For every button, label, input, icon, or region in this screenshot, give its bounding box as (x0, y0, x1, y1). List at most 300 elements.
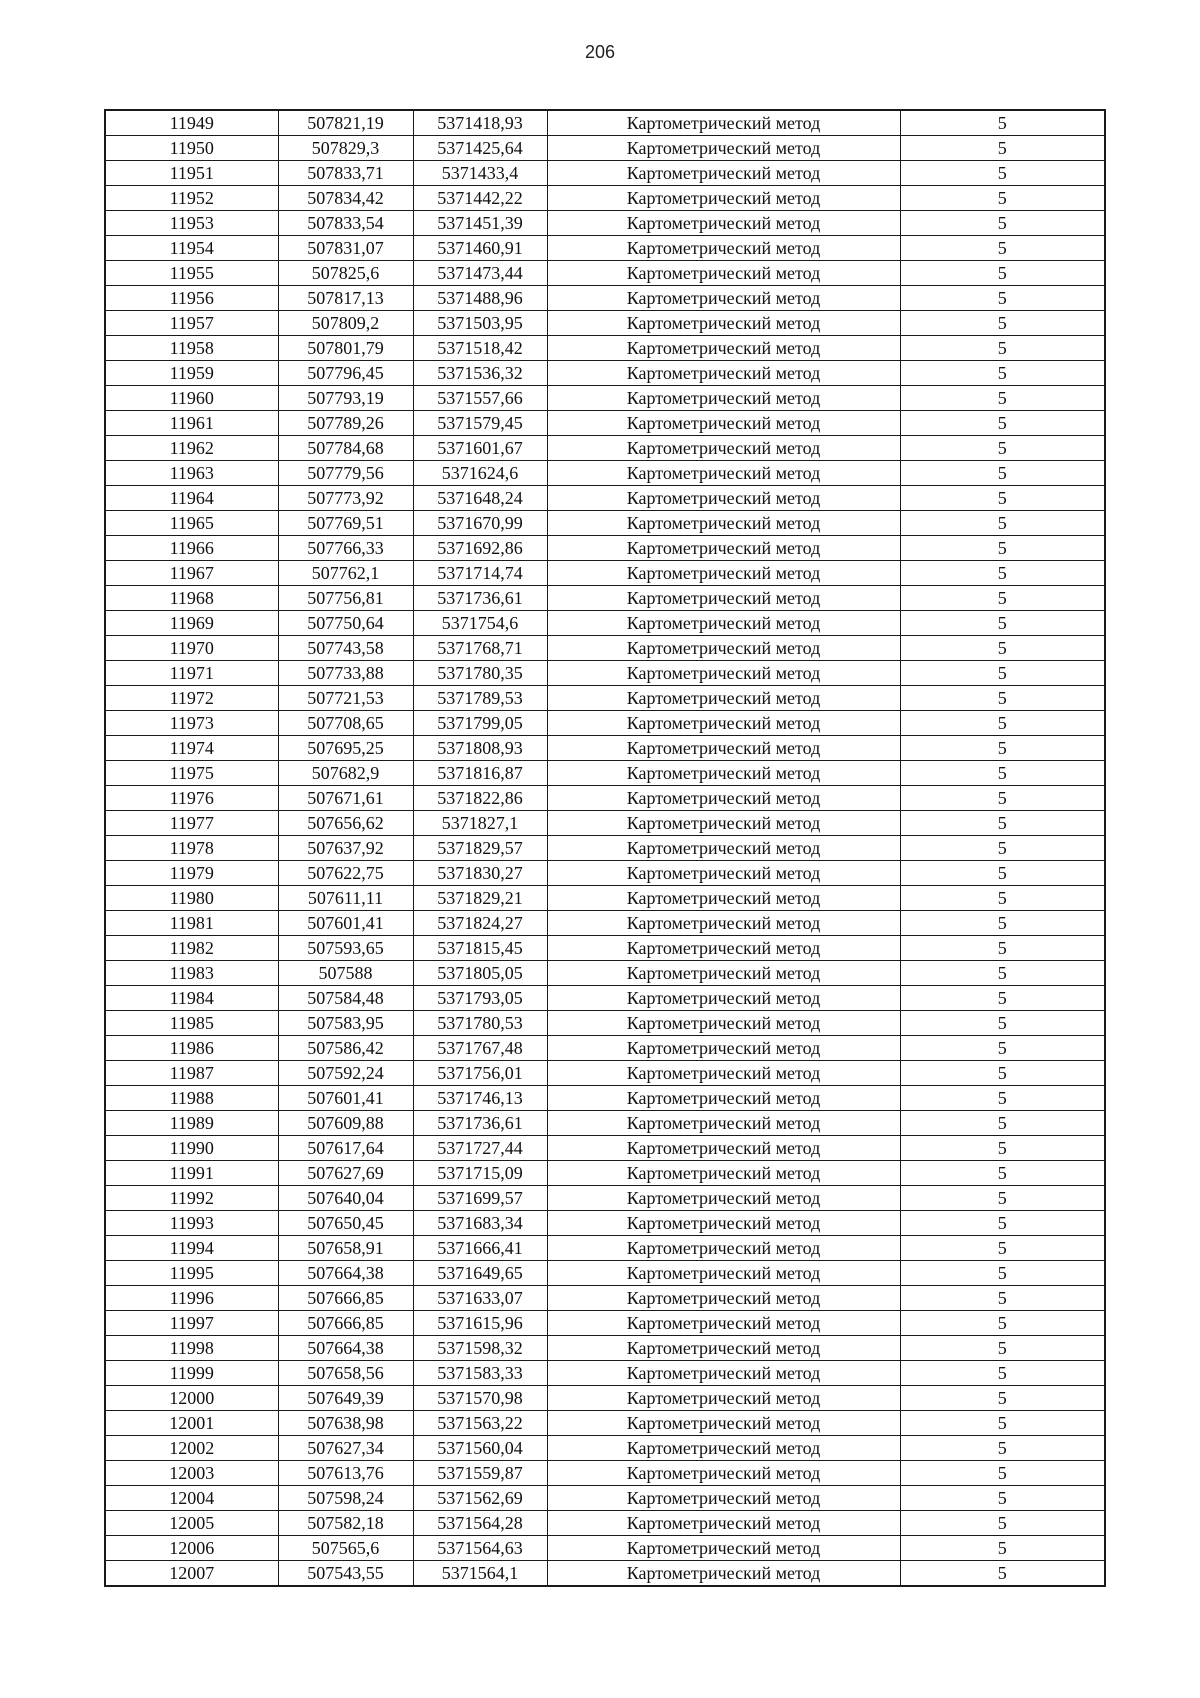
x-coordinate-cell: 507833,71 (278, 161, 413, 186)
x-coordinate-cell: 507666,85 (278, 1311, 413, 1336)
precision-cell: 5 (900, 1436, 1105, 1461)
x-coordinate-cell: 507588 (278, 961, 413, 986)
y-coordinate-cell: 5371666,41 (413, 1236, 547, 1261)
precision-cell: 5 (900, 861, 1105, 886)
point-number-cell: 11960 (105, 386, 278, 411)
table-row (105, 761, 1105, 786)
method-cell: Картометрический метод (547, 736, 900, 761)
y-coordinate-cell: 5371793,05 (413, 986, 547, 1011)
method-cell: Картометрический метод (547, 961, 900, 986)
point-number-cell: 11963 (105, 461, 278, 486)
x-coordinate-cell: 507743,58 (278, 636, 413, 661)
x-coordinate-cell: 507708,65 (278, 711, 413, 736)
y-coordinate-cell: 5371633,07 (413, 1286, 547, 1311)
table-row (105, 436, 1105, 461)
precision-cell: 5 (900, 536, 1105, 561)
x-coordinate-cell: 507637,92 (278, 836, 413, 861)
table-row (105, 1486, 1105, 1511)
point-number-cell: 11966 (105, 536, 278, 561)
point-number-cell: 11999 (105, 1361, 278, 1386)
method-cell: Картометрический метод (547, 1461, 900, 1486)
x-coordinate-cell: 507640,04 (278, 1186, 413, 1211)
x-coordinate-cell: 507833,54 (278, 211, 413, 236)
point-number-cell: 11974 (105, 736, 278, 761)
table-row (105, 1286, 1105, 1311)
y-coordinate-cell: 5371564,1 (413, 1561, 547, 1587)
method-cell: Картометрический метод (547, 1036, 900, 1061)
method-cell: Картометрический метод (547, 661, 900, 686)
point-number-cell: 11983 (105, 961, 278, 986)
y-coordinate-cell: 5371442,22 (413, 186, 547, 211)
point-number-cell: 11950 (105, 136, 278, 161)
x-coordinate-cell: 507584,48 (278, 986, 413, 1011)
method-cell: Картометрический метод (547, 486, 900, 511)
table-row (105, 1336, 1105, 1361)
point-number-cell: 11951 (105, 161, 278, 186)
table-row (105, 511, 1105, 536)
y-coordinate-cell: 5371503,95 (413, 311, 547, 336)
y-coordinate-cell: 5371827,1 (413, 811, 547, 836)
y-coordinate-cell: 5371536,32 (413, 361, 547, 386)
point-number-cell: 11981 (105, 911, 278, 936)
point-number-cell: 11976 (105, 786, 278, 811)
method-cell: Картометрический метод (547, 1436, 900, 1461)
x-coordinate-cell: 507821,19 (278, 110, 413, 136)
x-coordinate-cell: 507658,56 (278, 1361, 413, 1386)
y-coordinate-cell: 5371715,09 (413, 1161, 547, 1186)
method-cell: Картометрический метод (547, 161, 900, 186)
x-coordinate-cell: 507650,45 (278, 1211, 413, 1236)
point-number-cell: 12006 (105, 1536, 278, 1561)
y-coordinate-cell: 5371557,66 (413, 386, 547, 411)
y-coordinate-cell: 5371829,21 (413, 886, 547, 911)
y-coordinate-cell: 5371768,71 (413, 636, 547, 661)
x-coordinate-cell: 507649,39 (278, 1386, 413, 1411)
point-number-cell: 11987 (105, 1061, 278, 1086)
x-coordinate-cell: 507831,07 (278, 236, 413, 261)
method-cell: Картометрический метод (547, 986, 900, 1011)
x-coordinate-cell: 507750,64 (278, 611, 413, 636)
method-cell: Картометрический метод (547, 1186, 900, 1211)
method-cell: Картометрический метод (547, 611, 900, 636)
x-coordinate-cell: 507592,24 (278, 1061, 413, 1086)
table-row (105, 1036, 1105, 1061)
y-coordinate-cell: 5371670,99 (413, 511, 547, 536)
method-cell: Картометрический метод (547, 236, 900, 261)
precision-cell: 5 (900, 1161, 1105, 1186)
precision-cell: 5 (900, 186, 1105, 211)
y-coordinate-cell: 5371816,87 (413, 761, 547, 786)
precision-cell: 5 (900, 711, 1105, 736)
table-row (105, 961, 1105, 986)
precision-cell: 5 (900, 1136, 1105, 1161)
method-cell: Картометрический метод (547, 1336, 900, 1361)
point-number-cell: 11956 (105, 286, 278, 311)
y-coordinate-cell: 5371648,24 (413, 486, 547, 511)
table-row (105, 136, 1105, 161)
precision-cell: 5 (900, 461, 1105, 486)
y-coordinate-cell: 5371830,27 (413, 861, 547, 886)
x-coordinate-cell: 507565,6 (278, 1536, 413, 1561)
x-coordinate-cell: 507658,91 (278, 1236, 413, 1261)
precision-cell: 5 (900, 336, 1105, 361)
method-cell: Картометрический метод (547, 861, 900, 886)
y-coordinate-cell: 5371418,93 (413, 110, 547, 136)
point-number-cell: 11958 (105, 336, 278, 361)
method-cell: Картометрический метод (547, 786, 900, 811)
y-coordinate-cell: 5371649,65 (413, 1261, 547, 1286)
method-cell: Картометрический метод (547, 1411, 900, 1436)
method-cell: Картометрический метод (547, 886, 900, 911)
y-coordinate-cell: 5371488,96 (413, 286, 547, 311)
precision-cell: 5 (900, 386, 1105, 411)
precision-cell: 5 (900, 1086, 1105, 1111)
precision-cell: 5 (900, 1311, 1105, 1336)
point-number-cell: 11991 (105, 1161, 278, 1186)
point-number-cell: 11970 (105, 636, 278, 661)
x-coordinate-cell: 507586,42 (278, 1036, 413, 1061)
table-row (105, 736, 1105, 761)
x-coordinate-cell: 507793,19 (278, 386, 413, 411)
table-row (105, 836, 1105, 861)
x-coordinate-cell: 507601,41 (278, 911, 413, 936)
table-row (105, 911, 1105, 936)
table-row (105, 936, 1105, 961)
point-number-cell: 11990 (105, 1136, 278, 1161)
table-row (105, 536, 1105, 561)
method-cell: Картометрический метод (547, 1211, 900, 1236)
point-number-cell: 11980 (105, 886, 278, 911)
method-cell: Картометрический метод (547, 461, 900, 486)
method-cell: Картометрический метод (547, 1361, 900, 1386)
table-row (105, 1236, 1105, 1261)
point-number-cell: 11997 (105, 1311, 278, 1336)
precision-cell: 5 (900, 911, 1105, 936)
point-number-cell: 11973 (105, 711, 278, 736)
method-cell: Картометрический метод (547, 586, 900, 611)
precision-cell: 5 (900, 1411, 1105, 1436)
precision-cell: 5 (900, 236, 1105, 261)
y-coordinate-cell: 5371570,98 (413, 1386, 547, 1411)
method-cell: Картометрический метод (547, 636, 900, 661)
x-coordinate-cell: 507784,68 (278, 436, 413, 461)
table-row (105, 1311, 1105, 1336)
y-coordinate-cell: 5371767,48 (413, 1036, 547, 1061)
method-cell: Картометрический метод (547, 1261, 900, 1286)
method-cell: Картометрический метод (547, 411, 900, 436)
method-cell: Картометрический метод (547, 1236, 900, 1261)
precision-cell: 5 (900, 661, 1105, 686)
y-coordinate-cell: 5371815,45 (413, 936, 547, 961)
precision-cell: 5 (900, 1536, 1105, 1561)
point-number-cell: 11989 (105, 1111, 278, 1136)
table-row (105, 1536, 1105, 1561)
method-cell: Картометрический метод (547, 1111, 900, 1136)
table-row (105, 611, 1105, 636)
y-coordinate-cell: 5371564,63 (413, 1536, 547, 1561)
precision-cell: 5 (900, 961, 1105, 986)
y-coordinate-cell: 5371583,33 (413, 1361, 547, 1386)
point-number-cell: 11949 (105, 110, 278, 136)
point-number-cell: 11952 (105, 186, 278, 211)
precision-cell: 5 (900, 836, 1105, 861)
x-coordinate-cell: 507762,1 (278, 561, 413, 586)
y-coordinate-cell: 5371518,42 (413, 336, 547, 361)
precision-cell: 5 (900, 436, 1105, 461)
table-row (105, 1386, 1105, 1411)
point-number-cell: 11967 (105, 561, 278, 586)
x-coordinate-cell: 507601,41 (278, 1086, 413, 1111)
point-number-cell: 12000 (105, 1386, 278, 1411)
table-row (105, 986, 1105, 1011)
precision-cell: 5 (900, 136, 1105, 161)
table-row (105, 686, 1105, 711)
x-coordinate-cell: 507809,2 (278, 311, 413, 336)
point-number-cell: 11961 (105, 411, 278, 436)
point-number-cell: 11995 (105, 1261, 278, 1286)
precision-cell: 5 (900, 1036, 1105, 1061)
x-coordinate-cell: 507721,53 (278, 686, 413, 711)
method-cell: Картометрический метод (547, 511, 900, 536)
y-coordinate-cell: 5371598,32 (413, 1336, 547, 1361)
x-coordinate-cell: 507796,45 (278, 361, 413, 386)
y-coordinate-cell: 5371692,86 (413, 536, 547, 561)
method-cell: Картометрический метод (547, 761, 900, 786)
point-number-cell: 11977 (105, 811, 278, 836)
method-cell: Картометрический метод (547, 361, 900, 386)
precision-cell: 5 (900, 1261, 1105, 1286)
y-coordinate-cell: 5371736,61 (413, 586, 547, 611)
x-coordinate-cell: 507817,13 (278, 286, 413, 311)
method-cell: Картометрический метод (547, 711, 900, 736)
precision-cell: 5 (900, 561, 1105, 586)
y-coordinate-cell: 5371624,6 (413, 461, 547, 486)
point-number-cell: 11969 (105, 611, 278, 636)
point-number-cell: 11972 (105, 686, 278, 711)
x-coordinate-cell: 507769,51 (278, 511, 413, 536)
x-coordinate-cell: 507829,3 (278, 136, 413, 161)
precision-cell: 5 (900, 286, 1105, 311)
y-coordinate-cell: 5371559,87 (413, 1461, 547, 1486)
table-row (105, 186, 1105, 211)
y-coordinate-cell: 5371799,05 (413, 711, 547, 736)
precision-cell: 5 (900, 1286, 1105, 1311)
y-coordinate-cell: 5371727,44 (413, 1136, 547, 1161)
method-cell: Картометрический метод (547, 211, 900, 236)
point-number-cell: 12003 (105, 1461, 278, 1486)
x-coordinate-cell: 507733,88 (278, 661, 413, 686)
table-row (105, 861, 1105, 886)
x-coordinate-cell: 507617,64 (278, 1136, 413, 1161)
method-cell: Картометрический метод (547, 1161, 900, 1186)
method-cell: Картометрический метод (547, 1386, 900, 1411)
y-coordinate-cell: 5371824,27 (413, 911, 547, 936)
precision-cell: 5 (900, 1561, 1105, 1587)
x-coordinate-cell: 507622,75 (278, 861, 413, 886)
point-number-cell: 11971 (105, 661, 278, 686)
x-coordinate-cell: 507543,55 (278, 1561, 413, 1587)
table-row (105, 811, 1105, 836)
method-cell: Картометрический метод (547, 936, 900, 961)
precision-cell: 5 (900, 686, 1105, 711)
y-coordinate-cell: 5371746,13 (413, 1086, 547, 1111)
point-number-cell: 12004 (105, 1486, 278, 1511)
precision-cell: 5 (900, 586, 1105, 611)
method-cell: Картометрический метод (547, 1086, 900, 1111)
x-coordinate-cell: 507756,81 (278, 586, 413, 611)
method-cell: Картометрический метод (547, 1486, 900, 1511)
table-row (105, 1261, 1105, 1286)
precision-cell: 5 (900, 636, 1105, 661)
table-row (105, 1136, 1105, 1161)
precision-cell: 5 (900, 110, 1105, 136)
point-number-cell: 11982 (105, 936, 278, 961)
method-cell: Картометрический метод (547, 261, 900, 286)
precision-cell: 5 (900, 511, 1105, 536)
table-row (105, 1461, 1105, 1486)
point-number-cell: 11998 (105, 1336, 278, 1361)
x-coordinate-cell: 507789,26 (278, 411, 413, 436)
x-coordinate-cell: 507638,98 (278, 1411, 413, 1436)
y-coordinate-cell: 5371780,35 (413, 661, 547, 686)
x-coordinate-cell: 507627,34 (278, 1436, 413, 1461)
table-row (105, 1561, 1105, 1587)
precision-cell: 5 (900, 1011, 1105, 1036)
x-coordinate-cell: 507582,18 (278, 1511, 413, 1536)
x-coordinate-cell: 507671,61 (278, 786, 413, 811)
point-number-cell: 11993 (105, 1211, 278, 1236)
x-coordinate-cell: 507583,95 (278, 1011, 413, 1036)
precision-cell: 5 (900, 761, 1105, 786)
table-row (105, 311, 1105, 336)
precision-cell: 5 (900, 361, 1105, 386)
y-coordinate-cell: 5371829,57 (413, 836, 547, 861)
point-number-cell: 11965 (105, 511, 278, 536)
method-cell: Картометрический метод (547, 561, 900, 586)
precision-cell: 5 (900, 1236, 1105, 1261)
point-number-cell: 11992 (105, 1186, 278, 1211)
table-row (105, 261, 1105, 286)
precision-cell: 5 (900, 486, 1105, 511)
method-cell: Картометрический метод (547, 911, 900, 936)
coordinates-table-body (105, 110, 1105, 1586)
y-coordinate-cell: 5371560,04 (413, 1436, 547, 1461)
y-coordinate-cell: 5371564,28 (413, 1511, 547, 1536)
table-row (105, 361, 1105, 386)
table-row (105, 786, 1105, 811)
table-row (105, 1361, 1105, 1386)
precision-cell: 5 (900, 936, 1105, 961)
precision-cell: 5 (900, 1061, 1105, 1086)
x-coordinate-cell: 507598,24 (278, 1486, 413, 1511)
table-row (105, 586, 1105, 611)
table-row (105, 211, 1105, 236)
method-cell: Картометрический метод (547, 1511, 900, 1536)
y-coordinate-cell: 5371754,6 (413, 611, 547, 636)
x-coordinate-cell: 507773,92 (278, 486, 413, 511)
y-coordinate-cell: 5371822,86 (413, 786, 547, 811)
precision-cell: 5 (900, 611, 1105, 636)
table-row (105, 286, 1105, 311)
x-coordinate-cell: 507664,38 (278, 1336, 413, 1361)
page-number: 206 (584, 42, 616, 62)
y-coordinate-cell: 5371789,53 (413, 686, 547, 711)
point-number-cell: 11959 (105, 361, 278, 386)
precision-cell: 5 (900, 1486, 1105, 1511)
x-coordinate-cell: 507834,42 (278, 186, 413, 211)
method-cell: Картометрический метод (547, 686, 900, 711)
table-row (105, 336, 1105, 361)
point-number-cell: 11978 (105, 836, 278, 861)
method-cell: Картометрический метод (547, 311, 900, 336)
precision-cell: 5 (900, 1386, 1105, 1411)
x-coordinate-cell: 507801,79 (278, 336, 413, 361)
y-coordinate-cell: 5371579,45 (413, 411, 547, 436)
method-cell: Картометрический метод (547, 436, 900, 461)
precision-cell: 5 (900, 1336, 1105, 1361)
table-row (105, 411, 1105, 436)
point-number-cell: 12007 (105, 1561, 278, 1587)
y-coordinate-cell: 5371562,69 (413, 1486, 547, 1511)
y-coordinate-cell: 5371780,53 (413, 1011, 547, 1036)
table-row (105, 1436, 1105, 1461)
point-number-cell: 11957 (105, 311, 278, 336)
y-coordinate-cell: 5371473,44 (413, 261, 547, 286)
y-coordinate-cell: 5371714,74 (413, 561, 547, 586)
point-number-cell: 11975 (105, 761, 278, 786)
coordinates-table (104, 109, 1106, 1587)
x-coordinate-cell: 507825,6 (278, 261, 413, 286)
x-coordinate-cell: 507766,33 (278, 536, 413, 561)
x-coordinate-cell: 507682,9 (278, 761, 413, 786)
y-coordinate-cell: 5371736,61 (413, 1111, 547, 1136)
precision-cell: 5 (900, 1186, 1105, 1211)
y-coordinate-cell: 5371805,05 (413, 961, 547, 986)
method-cell: Картометрический метод (547, 136, 900, 161)
method-cell: Картометрический метод (547, 811, 900, 836)
method-cell: Картометрический метод (547, 110, 900, 136)
y-coordinate-cell: 5371433,4 (413, 161, 547, 186)
y-coordinate-cell: 5371601,67 (413, 436, 547, 461)
precision-cell: 5 (900, 986, 1105, 1011)
precision-cell: 5 (900, 311, 1105, 336)
table-row (105, 636, 1105, 661)
point-number-cell: 11996 (105, 1286, 278, 1311)
precision-cell: 5 (900, 161, 1105, 186)
y-coordinate-cell: 5371699,57 (413, 1186, 547, 1211)
point-number-cell: 11964 (105, 486, 278, 511)
table-row (105, 161, 1105, 186)
table-row (105, 1161, 1105, 1186)
method-cell: Картометрический метод (547, 1011, 900, 1036)
table-row (105, 886, 1105, 911)
precision-cell: 5 (900, 261, 1105, 286)
y-coordinate-cell: 5371756,01 (413, 1061, 547, 1086)
x-coordinate-cell: 507695,25 (278, 736, 413, 761)
method-cell: Картометрический метод (547, 1061, 900, 1086)
method-cell: Картометрический метод (547, 836, 900, 861)
precision-cell: 5 (900, 211, 1105, 236)
method-cell: Картометрический метод (547, 1136, 900, 1161)
x-coordinate-cell: 507611,11 (278, 886, 413, 911)
point-number-cell: 11986 (105, 1036, 278, 1061)
point-number-cell: 11994 (105, 1236, 278, 1261)
point-number-cell: 12002 (105, 1436, 278, 1461)
table-row (105, 1011, 1105, 1036)
precision-cell: 5 (900, 1211, 1105, 1236)
table-row (105, 1186, 1105, 1211)
table-row (105, 486, 1105, 511)
